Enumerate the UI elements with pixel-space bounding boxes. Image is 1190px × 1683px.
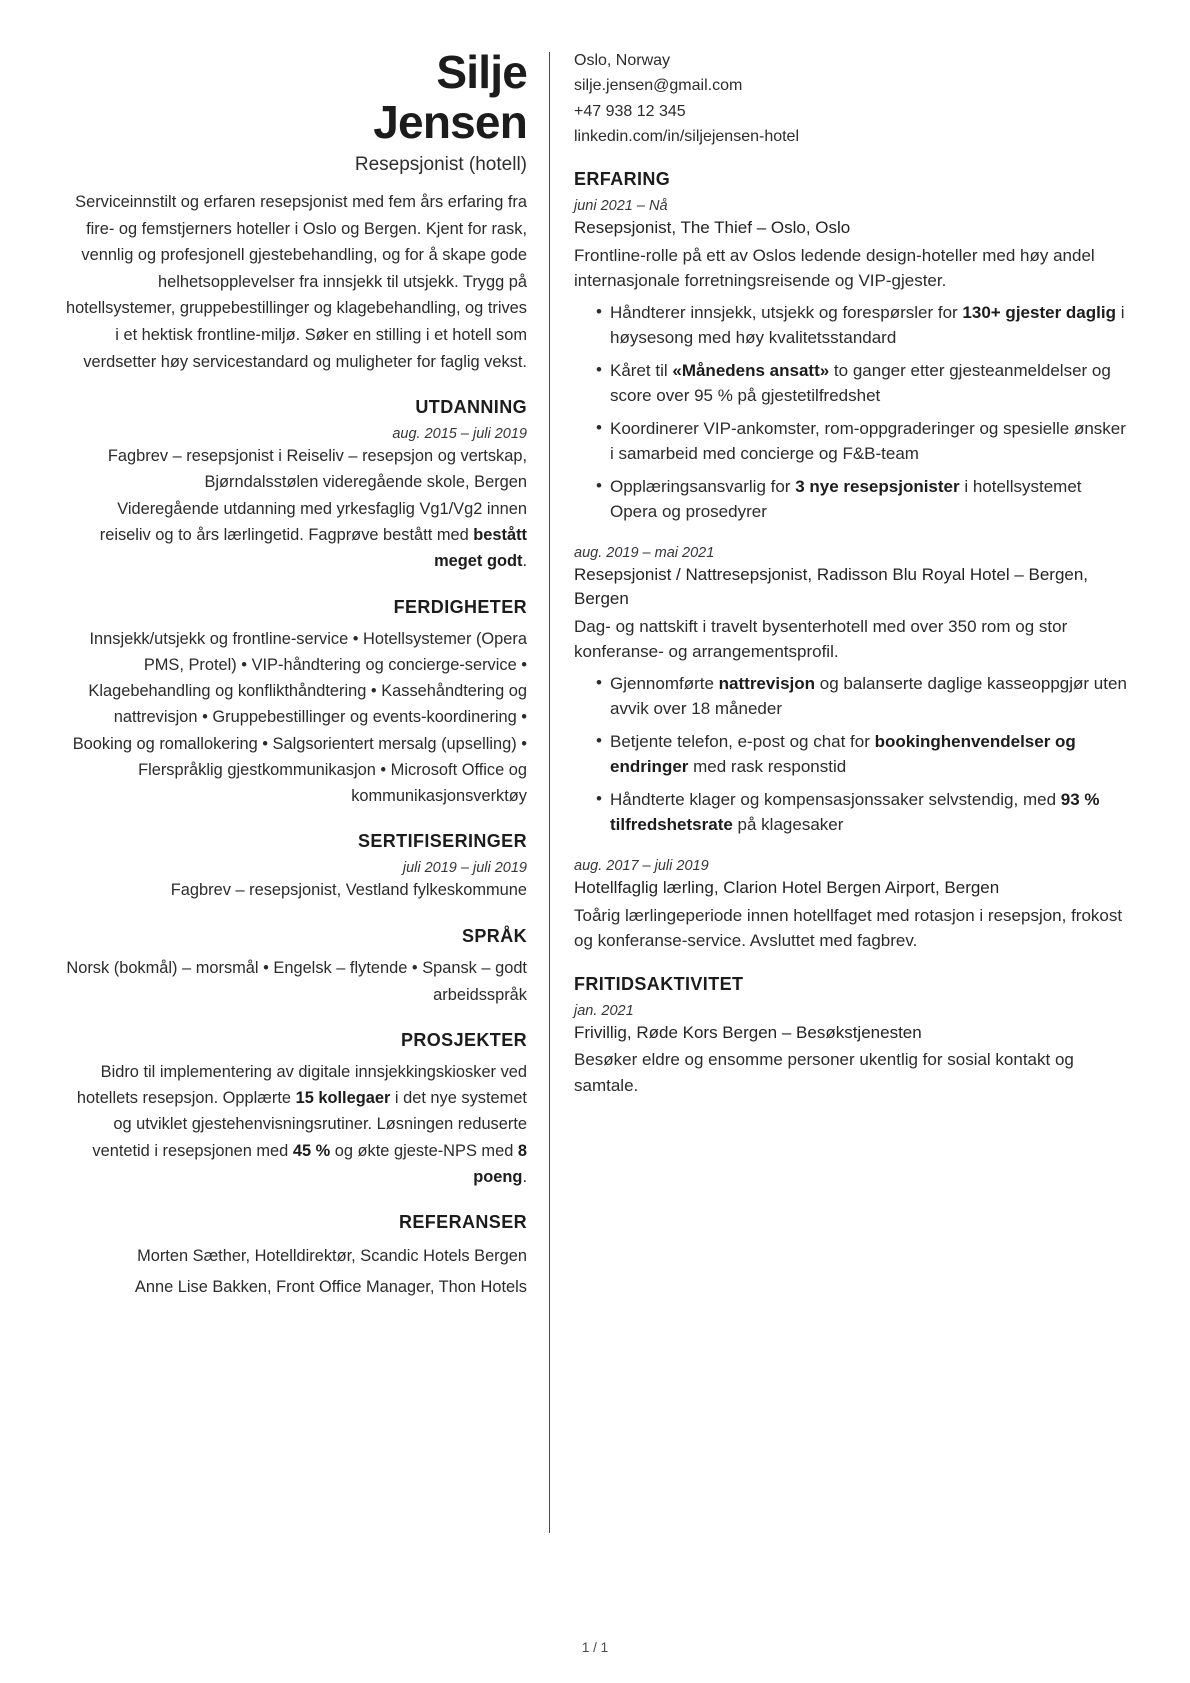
education-date: aug. 2015 – juli 2019 bbox=[392, 426, 527, 443]
page-number: 1 / 1 bbox=[581, 1640, 609, 1655]
skills-heading: FERDIGHETER bbox=[393, 596, 527, 617]
job-bullet bbox=[596, 787, 1128, 838]
bullet-text: Betjente telefon, e-post og chat for bbox=[610, 731, 875, 751]
references-heading: REFERANSER bbox=[398, 1212, 527, 1233]
leisure-heading: FRITIDSAKTIVITET bbox=[574, 973, 744, 994]
contact-location: Oslo, Norway bbox=[574, 52, 671, 69]
job-bullet bbox=[596, 671, 1128, 722]
certifications-heading: SERTIFISERINGER bbox=[357, 831, 527, 852]
summary-text: Serviceinnstilt og erfaren resepsjonist med fem års erfaring fra fire- og femstjerners hoteller i Oslo og Bergen. Kjent for rask, vennlig og profesjonell gjestebehandling, og for å skape gode helhetsopplevelser fra innsjekk til utsjekk. Trygg på hotellsystemer, gruppebestillinger og klagebehandling, og trives i et hektisk frontline-miljø. Søker en stilling i et hotell som verdsetter høy servicestandard og muligheter for faglig vekst. bbox=[65, 193, 527, 371]
bullet-bold: nattrevisjon bbox=[718, 673, 816, 693]
bullet-tail: på klagesaker bbox=[732, 815, 844, 835]
bullet-text: Håndterer innsjekk, utsjekk og forespørsler for bbox=[610, 302, 963, 322]
bullet-bold: 130+ gjester daglig bbox=[962, 302, 1116, 322]
job-description: Toårig lærlingeperiode innen hotellfaget med rotasjon i resepsjon, frokost og konferanse-service. Avsluttet med fagbrev. bbox=[574, 905, 1123, 951]
section-leisure bbox=[574, 974, 1128, 1099]
leisure-description: Besøker eldre og ensomme personer ukentlig for sosial kontakt og samtale. bbox=[574, 1050, 1074, 1095]
right-column bbox=[550, 48, 1128, 1683]
section-projects bbox=[62, 1030, 527, 1190]
job-bullet-list bbox=[574, 300, 1128, 525]
bullet-bold: 93 % tilfredshetsrate bbox=[610, 789, 1100, 835]
section-languages bbox=[62, 926, 527, 1008]
bullet-tail: og balanserte daglige kasseoppgjør uten avvik over 18 måneder bbox=[610, 673, 1127, 719]
education-description bbox=[62, 496, 527, 575]
bullet-bold: bookinghenvendelser og endringer bbox=[610, 731, 1076, 777]
job-bullet bbox=[596, 416, 1128, 467]
job-title: Resepsjonist, The Thief – Oslo, Oslo bbox=[574, 218, 851, 238]
first-name: Silje bbox=[436, 46, 527, 98]
projects-b2: 45 % bbox=[292, 1141, 331, 1160]
bullet-text: Kåret til bbox=[610, 360, 673, 380]
job-bullet bbox=[596, 729, 1128, 780]
education-desc-after: . bbox=[522, 552, 527, 571]
bullet-bold: 3 nye resepsjonister bbox=[795, 476, 960, 496]
contact-phone[interactable]: +47 938 12 345 bbox=[574, 102, 686, 120]
languages-list: Norsk (bokmål) – morsmål • Engelsk – flytende • Spansk – godt arbeidsspråk bbox=[66, 959, 527, 1004]
projects-p2: i det nye systemet og utviklet gjestehenvisningsrutiner. Løsningen reduserte ventetid i resepsjonen med bbox=[92, 1089, 527, 1160]
leisure-title: Frivillig, Røde Kors Bergen – Besøkstjenesten bbox=[574, 1022, 922, 1042]
bullet-text: Koordinerer VIP-ankomster, rom-oppgraderinger og spesielle ønsker i samarbeid med concierge og F&B-team bbox=[610, 418, 1126, 464]
bullet-text: Opplæringsansvarlig for bbox=[610, 476, 796, 496]
experience-item bbox=[574, 858, 1128, 954]
projects-heading: PROSJEKTER bbox=[400, 1029, 527, 1050]
job-title: Resepsjonist / Nattresepsjonist, Radisson Blu Royal Hotel – Bergen, Bergen bbox=[574, 564, 1089, 609]
job-bullet-list bbox=[574, 671, 1128, 838]
education-degree: Fagbrev – resepsjonist i Reiseliv – resepsjon og vertskap, bbox=[107, 447, 527, 466]
certification-name: Fagbrev – resepsjonist, Vestland fylkeskommune bbox=[170, 881, 527, 900]
job-date: aug. 2019 – mai 2021 bbox=[574, 544, 715, 561]
section-education bbox=[62, 397, 527, 575]
bullet-tail: med rask responstid bbox=[688, 757, 847, 777]
leisure-date: jan. 2021 bbox=[574, 1002, 634, 1019]
section-skills bbox=[62, 597, 527, 810]
projects-description bbox=[62, 1059, 527, 1190]
bullet-text: Håndterte klager og kompensasjonssaker selvstendig, med bbox=[610, 789, 1061, 809]
job-bullet bbox=[596, 358, 1128, 409]
contact-email[interactable]: silje.jensen@gmail.com bbox=[574, 77, 743, 95]
section-references bbox=[62, 1212, 527, 1302]
education-desc-before: Videregående utdanning med yrkesfaglig Vg1/Vg2 innen reiseliv og to års lærlingetid. Fagprøve bestått med bbox=[99, 499, 527, 545]
page-title bbox=[62, 48, 527, 147]
experience-item bbox=[574, 545, 1128, 838]
education-heading: UTDANNING bbox=[415, 397, 527, 418]
bullet-text: Gjennomførte bbox=[610, 673, 719, 693]
experience-heading: ERFARING bbox=[574, 169, 671, 190]
skills-list: Innsjekk/utsjekk og frontline-service • Hotellsystemer (Opera PMS, Protel) • VIP-håndtering og concierge-service • Klagebehandling og konflikthåndtering • Kassehåndtering og nattrevisjon • Gruppebestillinger og events-koordinering • Booking og romallokering • Salgsorientert mersalg (upselling) • Flerspråklig gjestkommunikasjon • Microsoft Office og kommunikasjonsverktøy bbox=[72, 629, 527, 806]
job-date: juni 2021 – Nå bbox=[574, 198, 668, 215]
job-description: Frontline-rolle på ett av Oslos ledende design-hoteller med høy andel internasjonale forretningsreisende og VIP-gjester. bbox=[574, 245, 1095, 291]
projects-p1: Bidro til implementering av digitale innsjekkingskiosker ved hotellets resepsjon. Opplærte bbox=[76, 1062, 527, 1108]
job-title: Hotellfaglig lærling, Clarion Hotel Bergen Airport, Bergen bbox=[574, 877, 1000, 897]
job-description: Dag- og nattskift i travelt bysenterhotell med over 350 rom og stor konferanse- og arrangementsprofil. bbox=[574, 616, 1068, 662]
section-certifications bbox=[62, 831, 527, 904]
bullet-tail: to ganger etter gjesteanmeldelser og score over 95 % på gjestetilfredshet bbox=[610, 360, 1111, 406]
projects-p4: . bbox=[522, 1167, 527, 1186]
projects-b3: 8 poeng bbox=[473, 1141, 527, 1186]
job-bullet bbox=[596, 474, 1128, 525]
bullet-tail: i hotellsystemet Opera og prosedyrer bbox=[610, 476, 1082, 522]
projects-b1: 15 kollegaer bbox=[295, 1089, 391, 1108]
job-date: aug. 2017 – juli 2019 bbox=[574, 857, 709, 874]
last-name: Jensen bbox=[373, 95, 527, 148]
left-column bbox=[62, 48, 549, 1683]
reference-item: Anne Lise Bakken, Front Office Manager, Thon Hotels bbox=[134, 1277, 527, 1296]
projects-p3: og økte gjeste-NPS med bbox=[330, 1141, 518, 1160]
education-desc-bold: bestått meget godt bbox=[434, 526, 527, 571]
reference-item: Morten Sæther, Hotelldirektør, Scandic Hotels Bergen bbox=[137, 1247, 527, 1266]
bullet-tail: i høysesong med høy kvalitetsstandard bbox=[610, 302, 1125, 348]
contact-linkedin[interactable]: linkedin.com/in/siljejensen-hotel bbox=[574, 127, 800, 145]
certification-date: juli 2019 – juli 2019 bbox=[402, 860, 527, 877]
languages-heading: SPRÅK bbox=[461, 926, 527, 947]
experience-item bbox=[574, 198, 1128, 525]
section-experience bbox=[574, 169, 1128, 954]
job-headline: Resepsjonist (hotell) bbox=[354, 154, 527, 176]
bullet-bold: «Månedens ansatt» bbox=[672, 360, 830, 380]
job-bullet bbox=[596, 300, 1128, 351]
education-school: Bjørndalsstølen videregående skole, Bergen bbox=[204, 473, 527, 492]
